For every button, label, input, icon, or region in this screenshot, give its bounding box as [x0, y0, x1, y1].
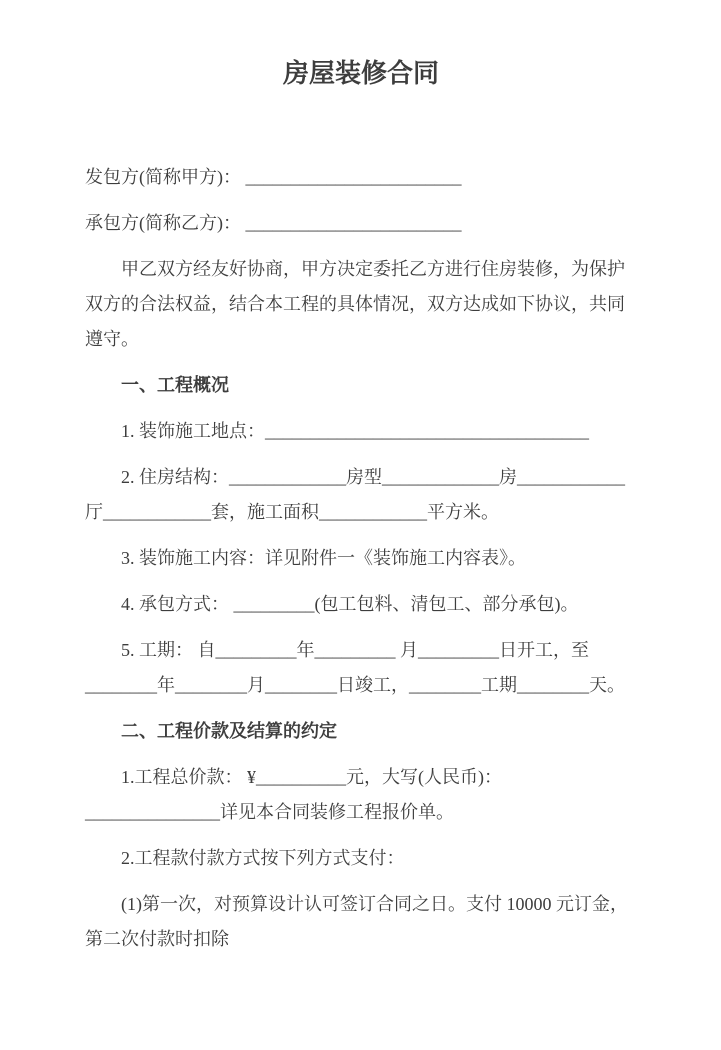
document-line-paragraph: 5. 工期： 自_________年_________ 月_________日开工，至	[121, 640, 589, 660]
document-line-paragraph: 2. 住房结构：_____________房型_____________房____________	[121, 467, 625, 487]
document-line-continuation: 遵守。	[85, 329, 139, 349]
document-line-continuation: 厅____________套，施工面积____________平方米。	[85, 502, 499, 522]
document-line-paragraph: 2.工程款付款方式按下列方式支付：	[121, 848, 405, 868]
document-line-continuation: 第二次付款时扣除	[85, 929, 229, 949]
document-line-section-heading: 一、工程概况	[121, 375, 229, 395]
document-line-paragraph: 1. 装饰施工地点：____________________________________	[121, 421, 589, 441]
document-line-continuation: ________年________月________日竣工，________工期________天。	[85, 675, 625, 695]
document-line-paragraph: 甲乙双方经友好协商，甲方决定委托乙方进行住房装修，为保护	[121, 259, 625, 279]
document-title: 房屋装修合同	[282, 59, 439, 88]
document-line-paragraph: 1.工程总价款： ¥__________元，大写(人民币)：	[121, 767, 502, 787]
document-line-paragraph: 3. 装饰施工内容：详见附件一《装饰施工内容表》。	[121, 548, 526, 568]
document-line-continuation: 双方的合法权益，结合本工程的具体情况，双方达成如下协议，共同	[85, 294, 625, 314]
document-line-party-line: 发包方(简称甲方)： ________________________	[85, 167, 462, 187]
document-line-continuation: _______________详见本合同装修工程报价单。	[85, 802, 454, 822]
document-line-section-heading: 二、工程价款及结算的约定	[121, 721, 337, 741]
document-line-paragraph: (1)第一次，对预算设计认可签订合同之日。支付 10000 元订金，	[121, 894, 628, 914]
document-line-party-line: 承包方(简称乙方)： ________________________	[85, 213, 462, 233]
document-line-paragraph: 4. 承包方式： _________(包工包料、清包工、部分承包)。	[121, 594, 579, 614]
document-body	[85, 160, 637, 957]
